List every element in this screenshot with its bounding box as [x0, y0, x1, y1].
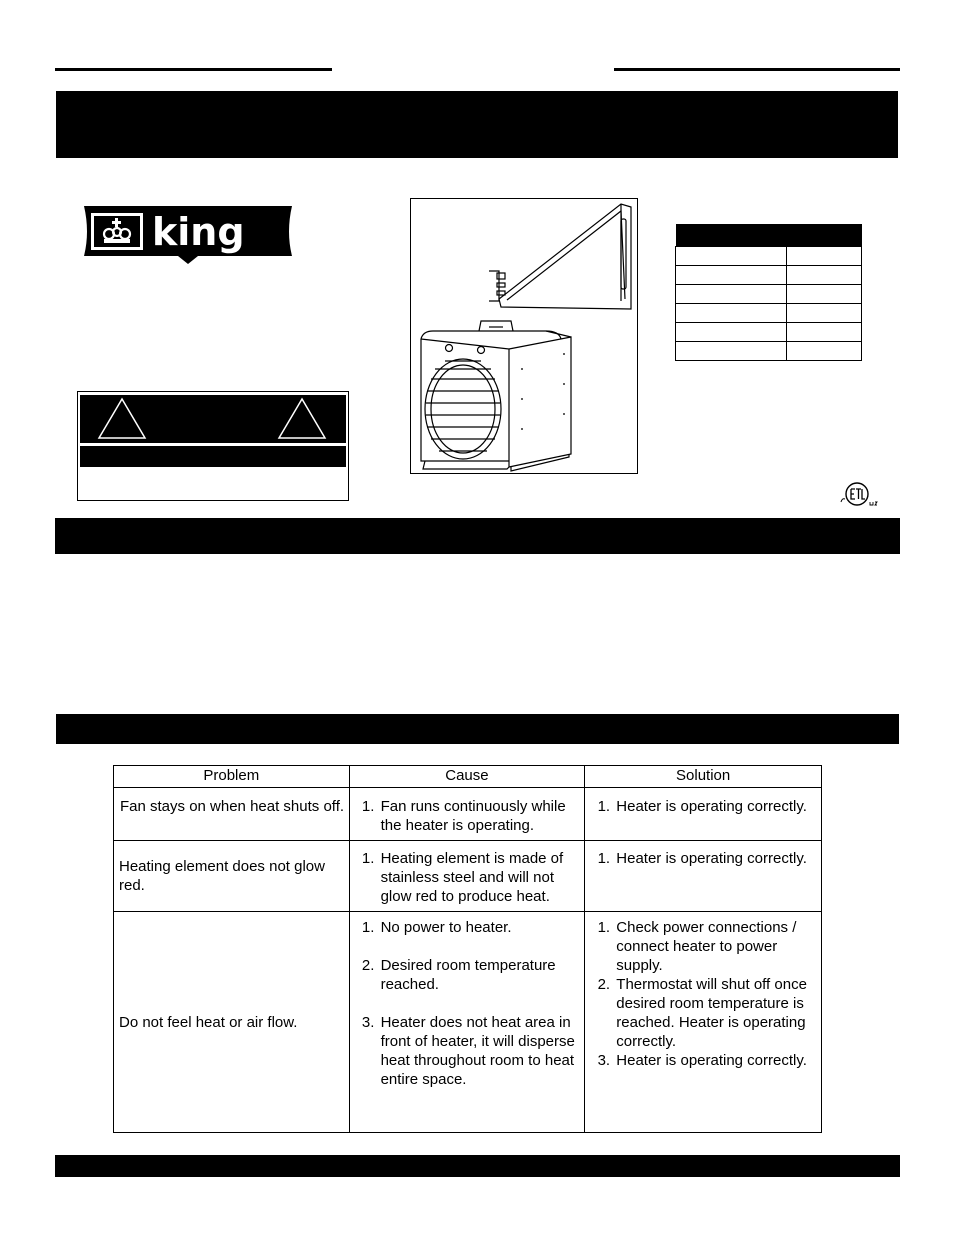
solution-cell [585, 912, 822, 1133]
problem-cell: Heating element does not glow red. [114, 841, 350, 912]
warning-box [77, 391, 349, 501]
header-solution: Solution [585, 766, 822, 788]
brand-logo [80, 204, 296, 266]
table-row [114, 788, 822, 841]
problem-cell: Do not feel heat or air flow. [114, 912, 350, 1133]
section-band-troubleshooting [56, 714, 899, 744]
header-rule-left [55, 68, 332, 71]
problem-cell: Fan stays on when heat shuts off. [114, 788, 350, 841]
solution-cell [585, 788, 822, 841]
product-illustration [410, 198, 638, 474]
cause-cell [349, 912, 585, 1133]
warning-triangle-icon-left [99, 399, 145, 438]
header-rule-right [614, 68, 900, 71]
solution-cell [585, 841, 822, 912]
etl-certification-icon [838, 480, 880, 510]
spec-row [676, 285, 862, 304]
solution-item: 1. Check power connections / connect heater to power supply. [614, 918, 817, 975]
cause-item: 2. Desired room temperature reached. [379, 956, 581, 994]
solution-item: 3. Heater is operating correctly. [614, 1051, 817, 1070]
header-problem: Problem [114, 766, 350, 788]
table-row [114, 841, 822, 912]
spec-row [676, 342, 862, 361]
section-band-1 [55, 518, 900, 554]
spec-row [676, 304, 862, 323]
solution-item: 1. Heater is operating correctly. [614, 797, 817, 816]
spec-row [676, 247, 862, 266]
cause-item: 1. Fan runs continuously while the heater is operating. [379, 797, 581, 835]
warning-triangle-icon-right [279, 399, 325, 438]
spec-row [676, 266, 862, 285]
logo-text: king [152, 210, 245, 254]
troubleshooting-table [113, 765, 822, 1133]
warning-header [80, 395, 346, 443]
crown-icon [91, 213, 143, 250]
cause-item: 1. No power to heater. [379, 918, 581, 937]
cause-cell [349, 841, 585, 912]
spec-row [676, 323, 862, 342]
table-header-row [114, 766, 822, 788]
table-row [114, 912, 822, 1133]
warning-bar [80, 446, 346, 467]
cause-cell [349, 788, 585, 841]
cause-item: 3. Heater does not heat area in front of heater, it will disperse heat throughout room to heat entire space. [379, 1013, 581, 1089]
solution-item: 2. Thermostat will shut off once desired room temperature is reached. Heater is operating correctly. [614, 975, 817, 1051]
header-cause: Cause [349, 766, 585, 788]
title-band [56, 91, 898, 158]
spec-table [675, 224, 862, 361]
spec-table-header [676, 224, 862, 247]
cause-item: 1. Heating element is made of stainless steel and will not glow red to produce heat. [379, 849, 581, 906]
footer-band [55, 1155, 900, 1177]
solution-item: 1. Heater is operating correctly. [614, 849, 817, 868]
